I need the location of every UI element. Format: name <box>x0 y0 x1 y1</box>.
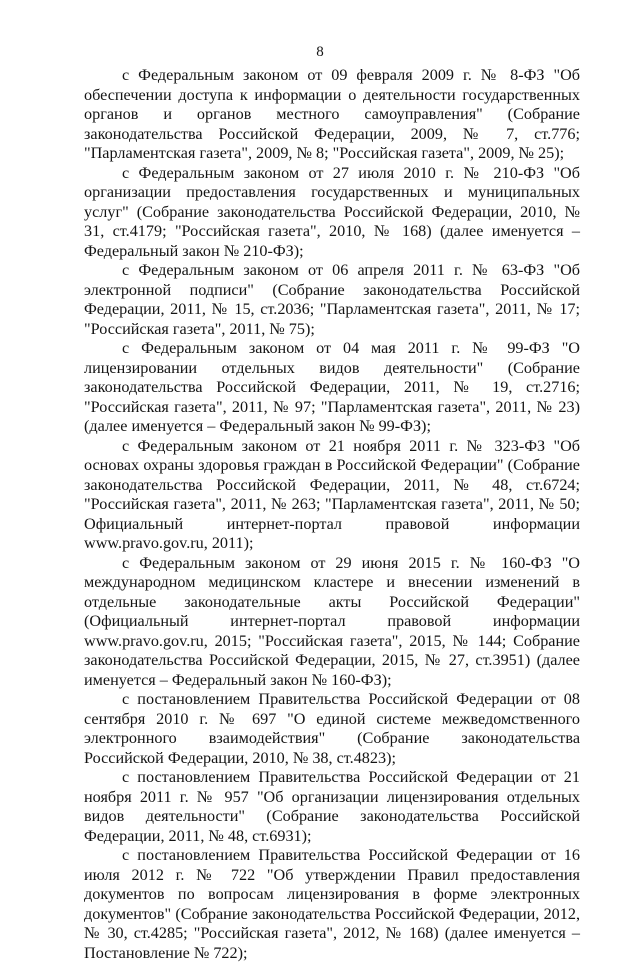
list-item-law-160fz: с Федеральным законом от 29 июня 2015 г. № 160-ФЗ "О международном медицинском кластере и внесении изменений в отдельные законодательные акты Российской Федерации" (Официальный интернет-портал правовой информации www.pravo.gov.ru, 2015; "Российская газета", 2015, № 144; Собрание законодательства Российской Федерации, 2015, № 27, ст.3951) (далее именуется – Федеральный закон № 160-ФЗ); <box>84 553 580 689</box>
list-item-law-99fz: с Федеральным законом от 04 мая 2011 г. № 99-ФЗ "О лицензировании отдельных видов деятельности" (Собрание законодательства Российской Федерации, 2011, № 19, ст.2716; "Российская газета", 2011, № 97; "Парламентская газета", 2011, № 23) (далее именуется – Федеральный закон № 99-ФЗ); <box>84 339 580 435</box>
list-item-decree-957: с постановлением Правительства Российской Федерации от 21 ноября 2011 г. № 957 "Об организации лицензирования отдельных видов деятельности" (Собрание законодательства Российской Федерации, 2011, № 48, ст.6931); <box>84 768 580 845</box>
document-body <box>84 66 580 963</box>
page-number: 8 <box>316 44 324 60</box>
list-item-law-210fz: с Федеральным законом от 27 июля 2010 г. № 210-ФЗ "Об организации предоставления государственных и муниципальных услуг" (Собрание законодательства Российской Федерации, 2010, № 31, ст.4179; "Российская газета", 2010, № 168) (далее именуется – Федеральный закон № 210-ФЗ); <box>84 163 580 260</box>
list-item-decree-697: с постановлением Правительства Российской Федерации от 08 сентября 2010 г. № 697 "О единой системе межведомственного электронного взаимодействия" (Собрание законодательства Российской Федерации, 2010, № 38, ст.4823); <box>84 690 580 767</box>
list-item-law-63fz: с Федеральным законом от 06 апреля 2011 г. № 63-ФЗ "Об электронной подписи" (Собрание законодательства Российской Федерации, 2011, № 15, ст.2036; "Парламентская газета", 2011, № 17; "Российская газета", 2011, № 75); <box>84 261 580 338</box>
list-item-decree-722: с постановлением Правительства Российской Федерации от 16 июля 2012 г. № 722 "Об утверждении Правил предоставления документов по вопросам лицензирования в форме электронных документов" (Собрание законодательства Российской Федерации, 2012, № 30, ст.4285; "Российская газета", 2012, № 168) (далее именуется – Постановление № 722); <box>84 846 580 962</box>
list-item-law-323fz: с Федеральным законом от 21 ноября 2011 г. № 323-ФЗ "Об основах охраны здоровья граждан в Российской Федерации" (Собрание законодательства Российской Федерации, 2011, № 48, ст.6724; "Российская газета", 2011, № 263; "Парламентская газета", 2011, № 50; Официальный интернет-портал правовой информации www.pravo.gov.ru, 2011); <box>84 436 580 552</box>
list-item-law-8fz: с Федеральным законом от 09 февраля 2009 г. № 8-ФЗ "Об обеспечении доступа к информации о деятельности государственных органов и органов местного самоуправления" (Собрание законодательства Российской Федерации, 2009, № 7, ст.776; "Парламентская газета", 2009, № 8; "Российская газета", 2009, № 25); <box>84 66 580 162</box>
